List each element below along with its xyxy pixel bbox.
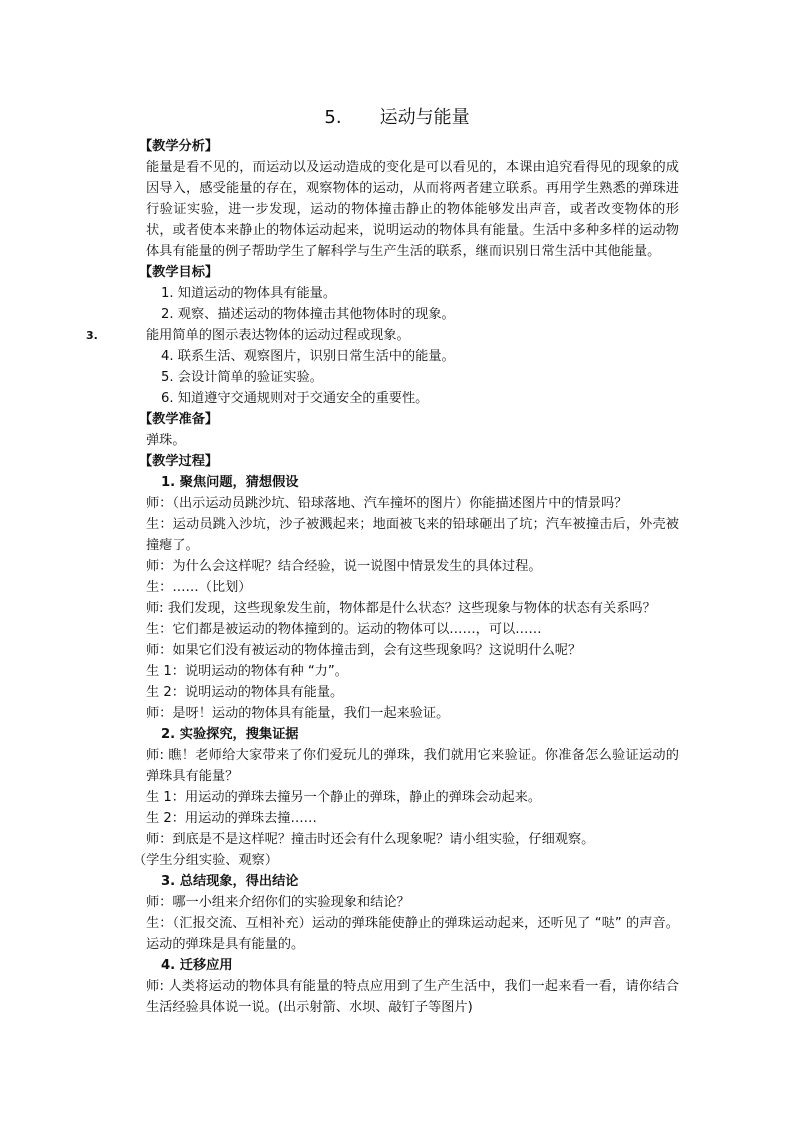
dialogue-line: 师: 瞧！老师给大家带来了你们爱玩儿的弹珠，我们就用它来验证。你准备怎么验证运动的弹珠具有能量？: [146, 748, 679, 784]
dialogue-line: 师: 人类将运动的物体具有能量的特点应用到了生产生活中，我们一起来看一看，请你结合生活经验具体说一说。(出示射箭、水坝、敲钉子等图片): [146, 979, 679, 1015]
lesson-title: [0, 106, 794, 130]
goal-item-6: 6. 知道遵守交通规则对于交通安全的重要性。: [161, 391, 429, 406]
process-step-3: 3. 总结现象，得出结论: [161, 874, 299, 889]
dialogue-line: 师: 我们发现，这些现象发生前，物体都是什么状态？这些现象与物体的状态有关系吗？: [146, 601, 656, 616]
dialogue-line: 师：为什么会这样呢？结合经验，说一说图中情景发生的具体过程。: [146, 559, 542, 574]
dialogue-line: 生：运动员跳入沙坑，沙子被溅起来；地面被飞来的铅球砸出了坑；汽车被撞击后，外壳被撞瘪了。: [146, 517, 679, 553]
lesson-number: 5.: [324, 107, 342, 128]
dialogue-line: 生 2：说明运动的物体具有能量。: [146, 685, 344, 700]
goal-item-2: 2. 观察、描述运动的物体撞击其他物体时的现象。: [161, 307, 455, 322]
section-heading-goals: 【教学目标】: [139, 265, 219, 280]
section-heading-analysis: 【教学分析】: [139, 139, 219, 154]
lesson-title-text: 运动与能量: [379, 107, 470, 128]
dialogue-line: （学生分组实验、观察）: [133, 853, 279, 868]
goal-item-1: 1. 知道运动的物体具有能量。: [161, 286, 337, 301]
goal-item-3-text: 能用简单的图示表达物体的运动过程或现象。: [146, 328, 410, 343]
section-heading-preparation: 【教学准备】: [139, 412, 219, 427]
goal-item-3-number: 3.: [86, 329, 98, 342]
dialogue-line: 生 1：用运动的弹珠去撞另一个静止的弹珠，静止的弹珠会动起来。: [146, 790, 542, 805]
dialogue-line: 生 2：用运动的弹珠去撞……: [146, 811, 317, 826]
dialogue-line: 师：是呀！运动的物体具有能量，我们一起来验证。: [146, 706, 450, 721]
dialogue-line: 生：（汇报交流、互相补充）运动的弹珠能使静止的弹珠运动起来，还听见了 “哒” 的声音。运动的弹珠是具有能量的。: [146, 916, 679, 952]
dialogue-line: 生：……（比划）: [146, 580, 252, 595]
section-heading-process: 【教学过程】: [139, 454, 219, 469]
goal-item-3: [86, 325, 679, 346]
dialogue-line: 师：（出示运动员跳沙坑、铅球落地、汽车撞坏的图片）你能描述图片中的情景吗？: [146, 496, 628, 511]
analysis-paragraph: 能量是看不见的，而运动以及运动造成的变化是可以看见的，本课由追究看得见的现象的成因导入，感受能量的存在，观察物体的运动，从而将两者建立联系。再用学生熟悉的弹珠进行验证实验，进一步发现，运动的物体撞击静止的物体能够发出声音，或者改变物体的形状，或者使本来静止的物体运动起来，说明运动的物体具有能量。生活中多种多样的运动物体具有能量的例子帮助学生了解科学与生产生活的联系，继而识别日常生活中其他能量。: [146, 160, 679, 259]
goal-item-5: 5. 会设计简单的验证实验。: [161, 370, 323, 385]
dialogue-line: 师：如果它们没有被运动的物体撞击到，会有这些现象吗？这说明什么呢？: [146, 643, 582, 658]
dialogue-line: 师：到底是不是这样呢？撞击时还会有什么现象呢？请小组实验，仔细观察。: [146, 832, 595, 847]
process-step-4: 4. 迁移应用: [161, 958, 233, 973]
process-step-1: 1. 聚焦问题，猜想假设: [161, 475, 299, 490]
dialogue-line: 生 1：说明运动的物体有种 “力”。: [146, 664, 348, 679]
process-step-2: 2. 实验探究，搜集证据: [161, 727, 299, 742]
dialogue-line: 师：哪一小组来介绍你们的实验现象和结论？: [146, 895, 410, 910]
preparation-text: 弹珠。: [146, 433, 186, 448]
document-body: [86, 136, 679, 1018]
dialogue-line: 生：它们都是被运动的物体撞到的。运动的物体可以……，可以……: [146, 622, 542, 637]
goal-item-4: 4. 联系生活、观察图片，识别日常生活中的能量。: [161, 349, 455, 364]
